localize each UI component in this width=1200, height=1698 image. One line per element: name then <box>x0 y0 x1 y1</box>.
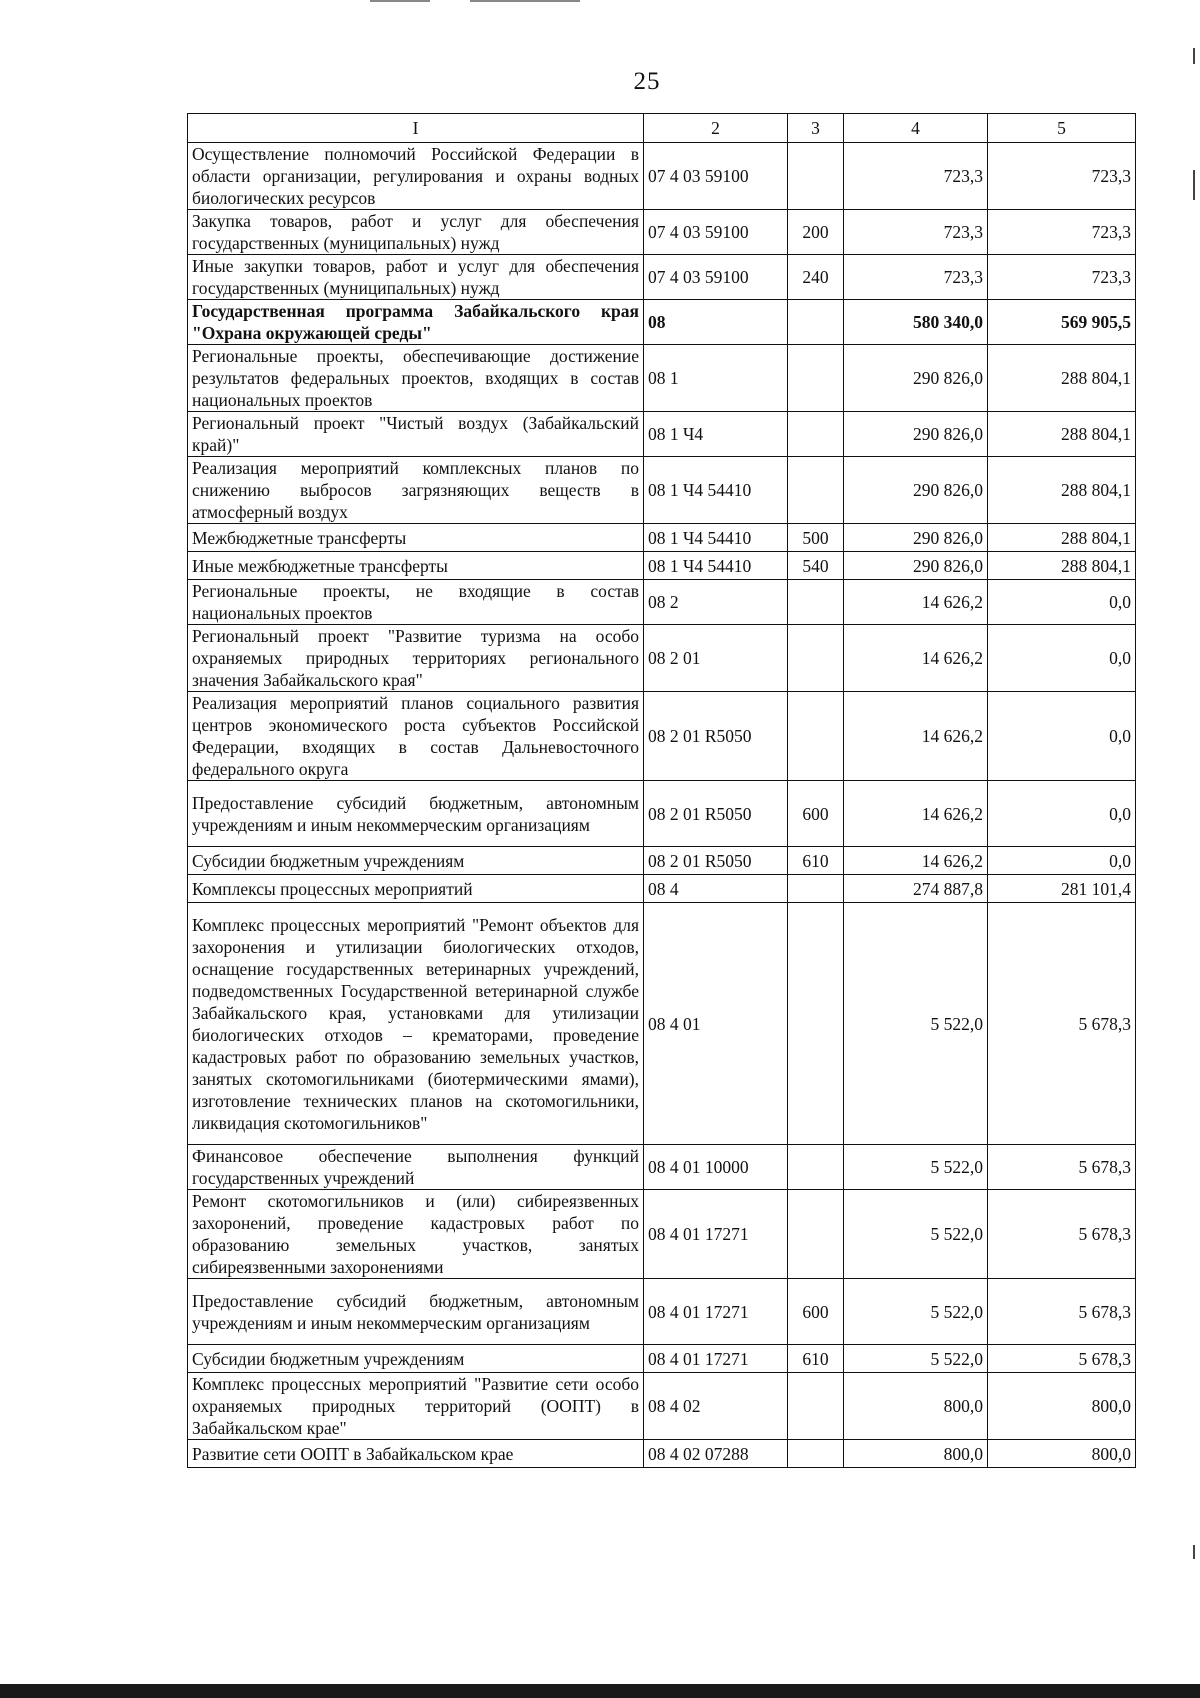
table-row <box>188 552 1136 580</box>
row-amount-2: 5 678,3 <box>988 903 1136 1145</box>
row-code: 08 2 01 <box>644 625 788 692</box>
row-expense-type <box>788 625 844 692</box>
table-row <box>188 255 1136 300</box>
row-expense-type <box>788 1373 844 1440</box>
row-amount-1: 274 887,8 <box>844 875 988 903</box>
row-expense-type: 500 <box>788 524 844 552</box>
row-amount-1: 5 522,0 <box>844 1345 988 1373</box>
row-code: 08 4 01 17271 <box>644 1190 788 1279</box>
row-amount-1: 800,0 <box>844 1440 988 1468</box>
row-amount-1: 290 826,0 <box>844 345 988 412</box>
row-amount-1: 14 626,2 <box>844 847 988 875</box>
row-amount-1: 290 826,0 <box>844 457 988 524</box>
row-code: 08 1 Ч4 54410 <box>644 524 788 552</box>
column-header-amount-2: 5 <box>988 114 1136 143</box>
row-name: Комплекс процессных мероприятий "Ремонт объектов для захоронения и утилизации биологических отходов, оснащение государственных ветеринарных учреждений, подведомственных Государственной ветеринарной службе Забайкальского края, установками для утилизации биологических отходов – крематорами, проведение кадастровых работ по образованию земельных участков, занятых скотомогильниками (биотермическими ямами), изготовление технических планов на скотомогильники, ликвидация скотомогильников" <box>188 903 644 1145</box>
table-row <box>188 692 1136 781</box>
row-amount-2: 0,0 <box>988 781 1136 847</box>
row-expense-type <box>788 580 844 625</box>
row-amount-1: 14 626,2 <box>844 580 988 625</box>
scan-artifact <box>470 0 580 2</box>
row-amount-2: 800,0 <box>988 1373 1136 1440</box>
row-amount-2: 0,0 <box>988 847 1136 875</box>
row-amount-2: 723,3 <box>988 210 1136 255</box>
row-code: 08 2 01 R5050 <box>644 781 788 847</box>
row-expense-type <box>788 875 844 903</box>
row-code: 08 1 Ч4 54410 <box>644 552 788 580</box>
row-expense-type <box>788 143 844 210</box>
row-amount-2: 5 678,3 <box>988 1190 1136 1279</box>
row-amount-1: 14 626,2 <box>844 692 988 781</box>
row-expense-type <box>788 457 844 524</box>
table-row <box>188 1279 1136 1345</box>
row-code: 08 4 02 <box>644 1373 788 1440</box>
row-name: Субсидии бюджетным учреждениям <box>188 847 644 875</box>
budget-table <box>187 113 1136 1468</box>
table-row <box>188 457 1136 524</box>
row-amount-2: 0,0 <box>988 580 1136 625</box>
row-expense-type: 600 <box>788 781 844 847</box>
table-row <box>188 1190 1136 1279</box>
row-name: Развитие сети ООПТ в Забайкальском крае <box>188 1440 644 1468</box>
row-amount-1: 290 826,0 <box>844 412 988 457</box>
row-amount-1: 723,3 <box>844 255 988 300</box>
row-amount-1: 290 826,0 <box>844 552 988 580</box>
row-amount-1: 5 522,0 <box>844 1190 988 1279</box>
row-amount-2: 723,3 <box>988 143 1136 210</box>
row-name: Региональный проект "Развитие туризма на особо охраняемых природных территориях регионального значения Забайкальского края" <box>188 625 644 692</box>
table-row <box>188 345 1136 412</box>
table-header <box>188 114 1136 143</box>
row-code: 07 4 03 59100 <box>644 210 788 255</box>
column-header-name: I <box>188 114 644 143</box>
scan-bottom-edge <box>0 1684 1200 1698</box>
row-expense-type <box>788 1440 844 1468</box>
row-amount-1: 14 626,2 <box>844 781 988 847</box>
table-row <box>188 625 1136 692</box>
table-row <box>188 781 1136 847</box>
row-amount-1: 580 340,0 <box>844 300 988 345</box>
row-expense-type: 540 <box>788 552 844 580</box>
scan-artifact <box>1193 170 1195 200</box>
row-amount-1: 723,3 <box>844 143 988 210</box>
row-code: 08 2 <box>644 580 788 625</box>
row-amount-2: 0,0 <box>988 692 1136 781</box>
scan-artifact <box>370 0 430 2</box>
row-code: 08 4 <box>644 875 788 903</box>
row-amount-2: 288 804,1 <box>988 345 1136 412</box>
row-name: Региональный проект "Чистый воздух (Забайкальский край)" <box>188 412 644 457</box>
row-expense-type <box>788 1145 844 1190</box>
row-code: 08 4 01 10000 <box>644 1145 788 1190</box>
row-amount-2: 5 678,3 <box>988 1145 1136 1190</box>
row-code: 08 4 01 <box>644 903 788 1145</box>
row-name: Комплексы процессных мероприятий <box>188 875 644 903</box>
row-expense-type: 240 <box>788 255 844 300</box>
row-amount-2: 5 678,3 <box>988 1279 1136 1345</box>
page-number: 25 <box>633 68 661 95</box>
row-code: 08 1 Ч4 <box>644 412 788 457</box>
row-name: Закупка товаров, работ и услуг для обеспечения государственных (муниципальных) нужд <box>188 210 644 255</box>
column-header-amount-1: 4 <box>844 114 988 143</box>
row-amount-1: 5 522,0 <box>844 1279 988 1345</box>
table-row <box>188 524 1136 552</box>
row-name: Предоставление субсидий бюджетным, автономным учреждениям и иным некоммерческим организациям <box>188 1279 644 1345</box>
row-amount-1: 723,3 <box>844 210 988 255</box>
row-expense-type: 610 <box>788 1345 844 1373</box>
table-row <box>188 1373 1136 1440</box>
row-expense-type <box>788 345 844 412</box>
row-code: 08 2 01 R5050 <box>644 692 788 781</box>
row-code: 07 4 03 59100 <box>644 255 788 300</box>
row-expense-type <box>788 1190 844 1279</box>
table-row <box>188 143 1136 210</box>
row-amount-2: 723,3 <box>988 255 1136 300</box>
row-expense-type: 610 <box>788 847 844 875</box>
row-name: Иные межбюджетные трансферты <box>188 552 644 580</box>
row-name: Региональные проекты, не входящие в состав национальных проектов <box>188 580 644 625</box>
row-name: Межбюджетные трансферты <box>188 524 644 552</box>
row-name: Осуществление полномочий Российской Федерации в области организации, регулирования и охраны водных биологических ресурсов <box>188 143 644 210</box>
row-code: 08 4 01 17271 <box>644 1279 788 1345</box>
row-code: 08 2 01 R5050 <box>644 847 788 875</box>
row-amount-1: 5 522,0 <box>844 1145 988 1190</box>
row-amount-1: 14 626,2 <box>844 625 988 692</box>
table-row <box>188 903 1136 1145</box>
row-amount-2: 800,0 <box>988 1440 1136 1468</box>
column-header-code: 2 <box>644 114 788 143</box>
row-code: 08 1 <box>644 345 788 412</box>
row-name: Комплекс процессных мероприятий "Развитие сети особо охраняемых природных территорий (ООПТ) в Забайкальском крае" <box>188 1373 644 1440</box>
row-amount-2: 281 101,4 <box>988 875 1136 903</box>
row-expense-type <box>788 903 844 1145</box>
row-expense-type <box>788 300 844 345</box>
table-body <box>188 143 1136 1468</box>
table-row <box>188 847 1136 875</box>
row-amount-2: 0,0 <box>988 625 1136 692</box>
row-name: Реализация мероприятий планов социального развития центров экономического роста субъектов Российской Федерации, входящих в состав Дальневосточного федерального округа <box>188 692 644 781</box>
table-row <box>188 1440 1136 1468</box>
row-name: Ремонт скотомогильников и (или) сибиреязвенных захоронений, проведение кадастровых работ по образованию земельных участков, занятых сибиреязвенными захоронениями <box>188 1190 644 1279</box>
row-amount-2: 288 804,1 <box>988 552 1136 580</box>
row-name: Реализация мероприятий комплексных планов по снижению выбросов загрязняющих веществ в атмосферный воздух <box>188 457 644 524</box>
row-name: Субсидии бюджетным учреждениям <box>188 1345 644 1373</box>
row-code: 07 4 03 59100 <box>644 143 788 210</box>
row-code: 08 <box>644 300 788 345</box>
row-name: Предоставление субсидий бюджетным, автономным учреждениям и иным некоммерческим организациям <box>188 781 644 847</box>
table-row <box>188 1345 1136 1373</box>
row-amount-1: 290 826,0 <box>844 524 988 552</box>
table-row <box>188 875 1136 903</box>
row-amount-2: 569 905,5 <box>988 300 1136 345</box>
row-amount-2: 288 804,1 <box>988 524 1136 552</box>
row-code: 08 1 Ч4 54410 <box>644 457 788 524</box>
row-amount-2: 288 804,1 <box>988 457 1136 524</box>
table-row <box>188 580 1136 625</box>
table-row <box>188 300 1136 345</box>
row-amount-2: 288 804,1 <box>988 412 1136 457</box>
table-row <box>188 412 1136 457</box>
column-header-expense-type: 3 <box>788 114 844 143</box>
scan-top-border <box>0 0 1200 6</box>
row-amount-2: 5 678,3 <box>988 1345 1136 1373</box>
header-row <box>188 114 1136 143</box>
row-code: 08 4 02 07288 <box>644 1440 788 1468</box>
scan-artifact <box>1193 1545 1195 1559</box>
row-amount-1: 800,0 <box>844 1373 988 1440</box>
row-name: Финансовое обеспечение выполнения функций государственных учреждений <box>188 1145 644 1190</box>
row-name: Государственная программа Забайкальского края "Охрана окружающей среды" <box>188 300 644 345</box>
table-row <box>188 1145 1136 1190</box>
table-row <box>188 210 1136 255</box>
row-code: 08 4 01 17271 <box>644 1345 788 1373</box>
row-name: Региональные проекты, обеспечивающие достижение результатов федеральных проектов, входящих в состав национальных проектов <box>188 345 644 412</box>
row-expense-type: 200 <box>788 210 844 255</box>
row-name: Иные закупки товаров, работ и услуг для обеспечения государственных (муниципальных) нужд <box>188 255 644 300</box>
row-expense-type <box>788 692 844 781</box>
row-expense-type: 600 <box>788 1279 844 1345</box>
scan-artifact <box>1193 48 1195 64</box>
row-expense-type <box>788 412 844 457</box>
row-amount-1: 5 522,0 <box>844 903 988 1145</box>
